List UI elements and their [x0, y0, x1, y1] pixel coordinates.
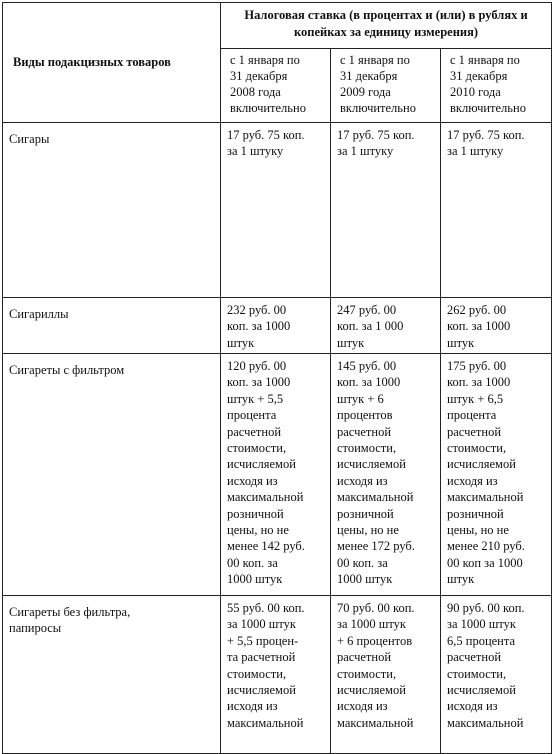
- rate-2008: 232 руб. 00 коп. за 1000 штук: [221, 298, 331, 354]
- rate-2010: 90 руб. 00 коп. за 1000 штук 6,5 процента расчетной стоимости, исчисляемой исходя из максимальной: [441, 596, 552, 754]
- rate-2009: 70 руб. 00 коп. за 1000 штук + 6 процентов расчетной стоимости, исчисляемой исходя из максимальной: [331, 596, 441, 754]
- header-period-2010: с 1 января по 31 декабря 2010 года включительно: [441, 49, 552, 123]
- rate-2008: 17 руб. 75 коп. за 1 штуку: [221, 123, 331, 298]
- rate-2010: 175 руб. 00 коп. за 1000 штук + 6,5 процента расчетной стоимости, исчисляемой исходя из максимальной розничной цены, но не менее 210 руб. 00 коп за 1000 штук: [441, 354, 552, 596]
- rate-2010: 17 руб. 75 коп. за 1 штуку: [441, 123, 552, 298]
- rate-2009: 145 руб. 00 коп. за 1000 штук + 6 процентов расчетной стоимости, исчисляемой исходя из максимальной розничной цены, но не менее 172 руб. 00 коп. за 1000 штук: [331, 354, 441, 596]
- rate-2010: 262 руб. 00 коп. за 1000 штук: [441, 298, 552, 354]
- row-goods-name: Сигариллы: [3, 298, 221, 354]
- excise-rate-table: [2, 2, 552, 754]
- excise-rate-document: [2, 2, 551, 754]
- header-tax-rate: Налоговая ставка (в процентах и (или) в рублях и копейках за единицу измерения): [221, 3, 552, 49]
- row-goods-name: Сигареты без фильтра, папиросы: [3, 596, 221, 754]
- header-period-2008: с 1 января по 31 декабря 2008 года включительно: [221, 49, 331, 123]
- header-row-top: [3, 3, 552, 49]
- row-goods-name: Сигары: [3, 123, 221, 298]
- rate-2009: 17 руб. 75 коп. за 1 штуку: [331, 123, 441, 298]
- table-row-filter-cigarettes: [3, 354, 552, 596]
- header-goods-type: Виды подакцизных товаров: [3, 3, 221, 123]
- table-row-nonfilter-cigarettes: [3, 596, 552, 754]
- header-period-2009: с 1 января по 31 декабря 2009 года включительно: [331, 49, 441, 123]
- rate-2009: 247 руб. 00 коп. за 1 000 штук: [331, 298, 441, 354]
- table-row-cigars: [3, 123, 552, 298]
- rate-2008: 55 руб. 00 коп. за 1000 штук + 5,5 процен- та расчетной стоимости, исчисляемой исходя из максимальной: [221, 596, 331, 754]
- rate-2008: 120 руб. 00 коп. за 1000 штук + 5,5 процента расчетной стоимости, исчисляемой исходя из максимальной розничной цены, но не менее 142 руб. 00 коп. за 1000 штук: [221, 354, 331, 596]
- table-row-cigarillos: [3, 298, 552, 354]
- row-goods-name: Сигареты с фильтром: [3, 354, 221, 596]
